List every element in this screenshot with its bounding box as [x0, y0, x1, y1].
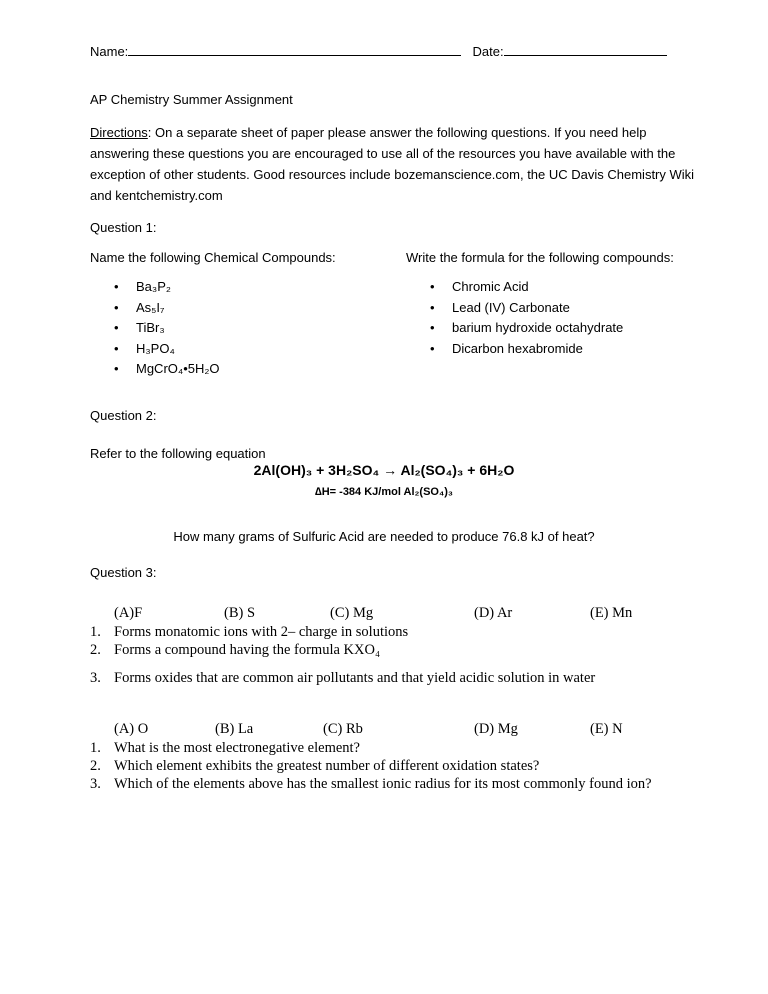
choice-label: (A)F	[114, 605, 143, 621]
list-item: • MgCrO₄•5H₂O	[114, 361, 220, 382]
choice-label: (D) Ar	[474, 605, 513, 621]
directions-line-1	[90, 125, 646, 141]
q1-left-heading: Name the following Chemical Compounds:	[90, 250, 336, 265]
list-item: 2. Which element exhibits the greatest number of different oxidation states?	[90, 758, 540, 774]
name-blank	[128, 44, 461, 56]
choice-label: (E) N	[590, 721, 623, 737]
list-item: • H₃PO₄	[114, 341, 220, 362]
q2-heading: Question 2:	[90, 408, 157, 423]
list-item: • Ba₃P₂	[114, 279, 220, 300]
choice-label: (C) Mg	[330, 605, 374, 621]
list-item: 1. What is the most electronegative element?	[90, 740, 360, 756]
list-item: 2. Forms a compound having the formula KXO₄	[90, 642, 381, 658]
q3-set1-choices	[0, 605, 768, 623]
choice-label: (C) Rb	[323, 721, 363, 737]
q2-intro: Refer to the following equation	[90, 446, 266, 461]
list-item: 3. Which of the elements above has the smallest ionic radius for its most commonly found ion?	[90, 776, 652, 792]
q3-set2-choices	[0, 721, 768, 739]
list-item: 3. Forms oxides that are common air pollutants and that yield acidic solution in water	[90, 670, 596, 686]
choice-label: (E) Mn	[590, 605, 633, 621]
header-line	[90, 44, 667, 60]
date-label: Date:	[472, 44, 504, 59]
list-item: • Chromic Acid	[430, 279, 623, 300]
directions-line-3: exception of other students. Good resources include bozemanscience.com, the UC Davis Chemistry Wiki	[90, 167, 695, 182]
date-blank	[504, 44, 667, 56]
q2-question: How many grams of Sulfuric Acid are needed to produce 76.8 kJ of heat?	[173, 529, 595, 544]
name-label: Name:	[90, 44, 129, 59]
q3-set2-questions	[90, 739, 652, 793]
choice-label: (B) S	[224, 605, 256, 621]
list-item: • As₅I₇	[114, 300, 220, 321]
q1-right-list	[430, 279, 623, 361]
choice-label: (D) Mg	[474, 721, 518, 737]
directions-label: Directions	[90, 125, 148, 140]
page-title: AP Chemistry Summer Assignment	[90, 92, 293, 107]
q3-set1-questions	[90, 623, 595, 687]
list-item: • TiBr₃	[114, 320, 220, 341]
list-item: • Lead (IV) Carbonate	[430, 300, 623, 321]
choice-label: (B) La	[215, 721, 254, 737]
list-item: 1. Forms monatomic ions with 2– charge in solutions	[90, 624, 409, 640]
directions-line-2: answering these questions you are encouraged to use all of the resources you have available with the	[90, 146, 676, 161]
q1-right-heading: Write the formula for the following compounds:	[406, 250, 674, 265]
list-item: • Dicarbon hexabromide	[430, 341, 623, 362]
q2-equation: 2Al(OH)₃ + 3H₂SO₄ → Al₂(SO₄)₃ + 6H₂O	[253, 462, 515, 478]
q1-left-list	[114, 279, 220, 382]
list-item: • barium hydroxide octahydrate	[430, 320, 623, 341]
q1-heading: Question 1:	[90, 220, 157, 235]
directions-text-1: : On a separate sheet of paper please answer the following questions. If you need help	[147, 125, 647, 140]
q3-heading: Question 3:	[90, 565, 157, 580]
directions-line-4: and kentchemistry.com	[90, 188, 223, 203]
choice-label: (A) O	[114, 721, 149, 737]
q2-enthalpy: ∆H= -384 KJ/mol Al₂(SO₄)₃	[315, 486, 453, 498]
